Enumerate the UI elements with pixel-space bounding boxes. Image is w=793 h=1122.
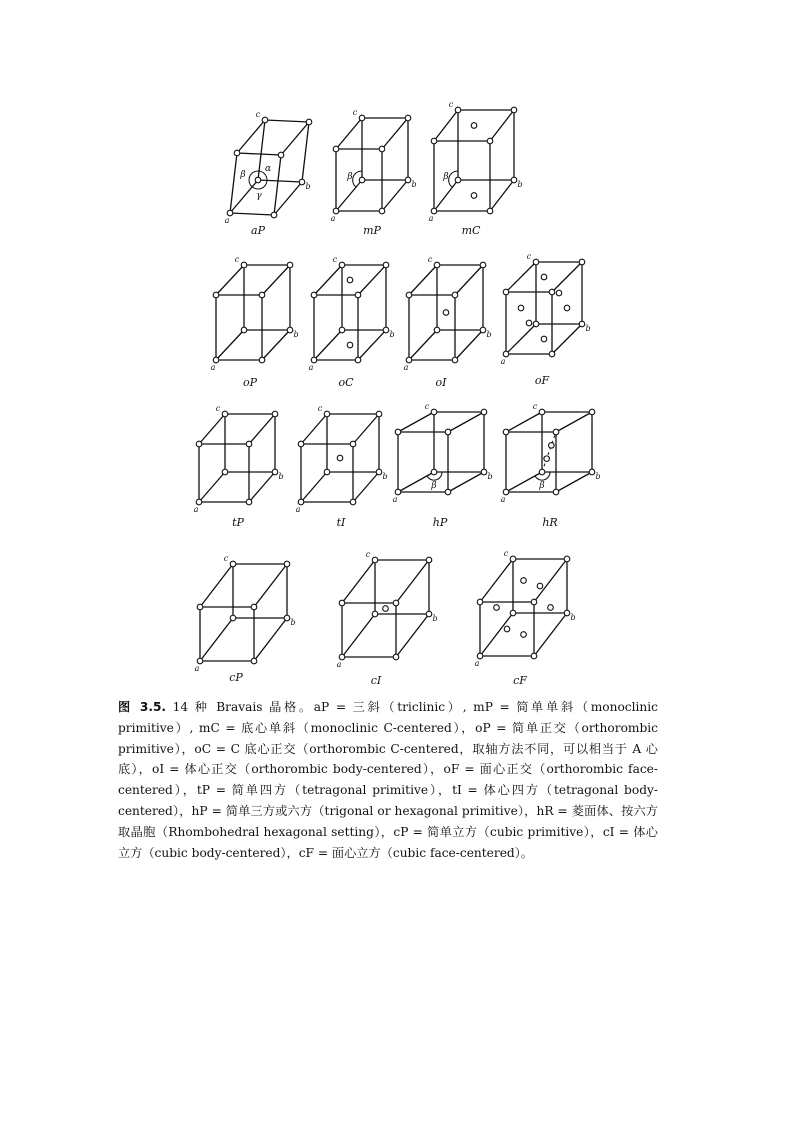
lattice-point [311, 292, 317, 298]
lattice-point [350, 441, 356, 447]
lattice-point [241, 327, 247, 333]
angle-label-beta: β [240, 170, 246, 180]
lattice-point [589, 469, 595, 475]
lattice-point [477, 599, 483, 605]
cell-edge [480, 559, 513, 602]
cell-edge [237, 153, 281, 155]
lattice-name-tP: tP [232, 516, 244, 529]
lattice-name-hR: hR [542, 516, 558, 529]
lattice-oC [309, 255, 395, 389]
angle-label-beta: β [539, 481, 545, 491]
axis-label-a: a [392, 495, 398, 504]
lattice-point [487, 138, 493, 144]
lattice-point [395, 429, 401, 435]
axis-label-c: c [503, 549, 509, 558]
lattice-name-oI: oI [435, 376, 447, 389]
axis-label-b: b [595, 472, 601, 481]
lattice-name-oP: oP [242, 376, 258, 389]
cell-edge [506, 412, 542, 432]
axis-label-a: a [428, 214, 434, 223]
cell-edge [249, 472, 275, 502]
figure-number: 图 3.5. [118, 700, 167, 714]
cell-edge [314, 330, 342, 360]
cell-edge [506, 324, 536, 354]
lattice-point [511, 107, 517, 113]
lattice-point [339, 262, 345, 268]
lattice-name-cF: cF [513, 674, 527, 687]
axis-label-a: a [308, 363, 314, 372]
cell-edge [434, 180, 458, 211]
angle-label-gamma: γ [256, 191, 262, 201]
cell-edge [552, 262, 582, 292]
cell-edge [455, 265, 483, 295]
lattice-point [533, 259, 539, 265]
lattice-mC [429, 100, 523, 237]
lattice-oI [404, 255, 492, 389]
cell-edge [556, 412, 592, 432]
lattice-name-hP: hP [432, 516, 448, 529]
cell-edge [455, 330, 483, 360]
axis-label-a: a [193, 505, 199, 514]
cell-edge [409, 330, 437, 360]
lattice-mP [331, 108, 417, 237]
axis-label-a: a [500, 357, 506, 366]
axis-label-c: c [352, 108, 358, 117]
lattice-point [395, 489, 401, 495]
angle-label-alpha: α [264, 164, 272, 174]
lattice-point [426, 611, 432, 617]
lattice-point [251, 658, 257, 664]
lattice-point [494, 605, 500, 611]
lattice-point [255, 177, 261, 183]
axis-label-c: c [448, 100, 454, 109]
cell-edge [199, 414, 225, 444]
axis-label-b: b [517, 180, 523, 189]
lattice-name-oC: oC [338, 376, 354, 389]
cell-edge [490, 110, 514, 141]
lattice-tI [296, 404, 388, 529]
axis-label-a: a [500, 495, 506, 504]
lattice-point [284, 615, 290, 621]
lattice-point [359, 177, 365, 183]
cell-edge [534, 559, 567, 602]
lattice-aP [225, 110, 312, 237]
lattice-point [431, 208, 437, 214]
axis-label-b: b [389, 330, 395, 339]
cell-edge [301, 472, 327, 502]
angle-label-beta: β [431, 481, 437, 491]
lattice-point [455, 177, 461, 183]
lattice-point [222, 469, 228, 475]
axis-label-c: c [234, 255, 240, 264]
cell-edge [448, 412, 484, 432]
lattice-point [548, 605, 554, 611]
lattice-point [549, 443, 555, 449]
lattice-name-oF: oF [534, 374, 550, 387]
cell-edge [398, 472, 437, 492]
lattice-point [471, 123, 477, 129]
lattice-point [337, 455, 343, 461]
lattice-point [306, 119, 312, 125]
lattice-point [287, 262, 293, 268]
lattice-point [539, 469, 545, 475]
lattice-point [541, 336, 547, 342]
axis-label-b: b [278, 472, 284, 481]
cell-edge [382, 118, 408, 149]
lattice-point [487, 208, 493, 214]
lattice-point [544, 456, 550, 462]
lattice-point [564, 610, 570, 616]
cell-edge [200, 564, 233, 607]
axis-label-a: a [210, 363, 216, 372]
cell-edge [534, 613, 567, 656]
lattice-point [372, 557, 378, 563]
lattice-point [406, 292, 412, 298]
lattice-point [533, 321, 539, 327]
lattice-point [259, 292, 265, 298]
axis-label-a: a [330, 214, 336, 223]
lattice-tP [194, 404, 284, 529]
lattice-name-tI: tI [336, 516, 346, 529]
cell-edge [490, 180, 514, 211]
lattice-hR [501, 402, 601, 529]
cell-edge [216, 330, 244, 360]
lattice-point [510, 610, 516, 616]
cell-edge [254, 618, 287, 661]
axis-label-a: a [194, 664, 200, 673]
axis-label-c: c [255, 110, 261, 119]
lattice-point [197, 658, 203, 664]
cell-edge [342, 560, 375, 603]
lattice-point [333, 146, 339, 152]
lattice-point [359, 115, 365, 121]
lattice-point [452, 292, 458, 298]
lattice-point [339, 600, 345, 606]
lattice-point [213, 357, 219, 363]
cell-edge [302, 122, 309, 182]
lattice-point [379, 208, 385, 214]
lattice-point [481, 409, 487, 415]
axis-label-b: b [305, 182, 311, 191]
cell-edge [336, 180, 362, 211]
cell-edge [258, 180, 302, 182]
cell-edge [448, 472, 484, 492]
lattice-point [393, 600, 399, 606]
axis-label-a: a [295, 505, 301, 514]
figure-caption [118, 697, 658, 863]
lattice-point [311, 357, 317, 363]
lattice-point [445, 489, 451, 495]
lattice-point [553, 429, 559, 435]
axis-label-b: b [382, 472, 388, 481]
lattice-point [531, 599, 537, 605]
axis-label-a: a [474, 659, 480, 668]
cell-edge [262, 330, 290, 360]
cell-edge [342, 614, 375, 657]
lattice-point [376, 411, 382, 417]
lattice-point [434, 327, 440, 333]
lattice-point [504, 626, 510, 632]
lattice-point [434, 262, 440, 268]
lattice-point [222, 411, 228, 417]
lattice-point [521, 632, 527, 638]
lattice-point [579, 259, 585, 265]
lattice-name-cP: cP [229, 671, 243, 684]
lattice-point [230, 615, 236, 621]
lattice-point [579, 321, 585, 327]
lattice-name-mC: mC [461, 224, 481, 237]
lattice-point [443, 310, 449, 316]
lattice-point [383, 262, 389, 268]
lattice-point [480, 327, 486, 333]
lattice-point [197, 604, 203, 610]
cell-edge [200, 618, 233, 661]
lattice-point [431, 409, 437, 415]
lattice-point [196, 499, 202, 505]
lattice-point [445, 429, 451, 435]
lattice-point [350, 499, 356, 505]
axis-label-c: c [424, 402, 430, 411]
cell-edge [506, 472, 545, 492]
axis-label-a: a [224, 216, 230, 225]
lattice-point [426, 557, 432, 563]
axis-label-c: c [317, 404, 323, 413]
lattice-point [431, 469, 437, 475]
lattice-point [537, 583, 543, 589]
lattice-point [196, 441, 202, 447]
cell-edge [249, 414, 275, 444]
lattice-point [455, 107, 461, 113]
lattice-point [564, 305, 570, 311]
cell-edge [480, 613, 513, 656]
lattice-cP [195, 554, 296, 684]
lattice-point [213, 292, 219, 298]
lattice-point [477, 653, 483, 659]
lattice-point [262, 117, 268, 123]
lattice-point [503, 429, 509, 435]
lattice-point [526, 320, 532, 326]
lattice-point [272, 411, 278, 417]
lattice-point [271, 212, 277, 218]
lattice-point [471, 193, 477, 199]
cell-edge [382, 180, 408, 211]
lattice-point [556, 290, 562, 296]
lattice-point [481, 469, 487, 475]
lattice-point [234, 150, 240, 156]
lattice-point [259, 357, 265, 363]
body-diagonal [542, 432, 556, 472]
lattice-oF [501, 252, 591, 387]
lattice-point [372, 611, 378, 617]
lattice-hP [393, 402, 493, 529]
cell-edge [274, 182, 302, 215]
lattice-point [379, 146, 385, 152]
angle-label-beta: β [443, 172, 449, 182]
lattice-point [431, 138, 437, 144]
cell-edge [409, 265, 437, 295]
axis-label-c: c [526, 252, 532, 261]
axis-label-b: b [411, 180, 417, 189]
cell-edge [199, 472, 225, 502]
lattice-point [549, 289, 555, 295]
axis-label-c: c [223, 554, 229, 563]
lattice-cF [475, 549, 576, 687]
lattice-point [503, 289, 509, 295]
cell-edge [353, 472, 379, 502]
lattice-point [272, 469, 278, 475]
axis-label-c: c [532, 402, 538, 411]
lattice-point [299, 179, 305, 185]
cell-edge [358, 330, 386, 360]
cell-edge [281, 122, 309, 155]
cell-edge [353, 414, 379, 444]
lattice-point [480, 262, 486, 268]
lattice-cI [337, 550, 438, 687]
lattice-point [241, 262, 247, 268]
lattice-point [246, 499, 252, 505]
lattice-point [503, 489, 509, 495]
lattice-point [230, 561, 236, 567]
lattice-point [541, 274, 547, 280]
lattice-point [355, 292, 361, 298]
lattice-point [333, 208, 339, 214]
lattice-point [339, 654, 345, 660]
cell-edge [230, 153, 237, 213]
lattice-point [324, 469, 330, 475]
axis-label-b: b [487, 472, 493, 481]
lattice-point [405, 177, 411, 183]
lattice-point [298, 441, 304, 447]
caption-text: 14 种 Bravais 晶格。aP = 三斜（triclinic）, mP = 简单单斜（monoclinic primitive）, mC = 底心单斜（monoclinic C-centered），oP = 简单正交（orthorombic primitive），oC = C 底心正交（orthorombic C-centered，取轴方法不同，可以相当于 A 心底），oI = 体心正交（orthorombic body-centered），oF = 面心正交（orthorombic face-centered），tP = 简单四方（tetragonal primitive），tI = 体心四方（tetragonal body-centered），hP = 简单三方或六方（trigonal or hexagonal primitive），hR = 菱面体、按六方取晶胞（Rhombohedral hexagonal setting），cP = 简单立方（cubic primitive），cI = 体心立方（cubic body-centered），cF = 面心立方（cubic face-centered）。 [118, 700, 658, 860]
cell-edge [262, 265, 290, 295]
lattice-point [521, 578, 527, 584]
lattice-point [287, 327, 293, 333]
lattice-point [549, 351, 555, 357]
cell-edge [358, 265, 386, 295]
lattice-point [251, 604, 257, 610]
lattice-name-cI: cI [370, 674, 382, 687]
lattice-point [452, 357, 458, 363]
lattice-point [405, 115, 411, 121]
lattice-point [324, 411, 330, 417]
lattice-point [393, 654, 399, 660]
lattice-point [589, 409, 595, 415]
axis-label-b: b [585, 324, 591, 333]
lattice-point [383, 606, 389, 612]
lattice-point [339, 327, 345, 333]
angle-label-beta: β [347, 172, 353, 182]
axis-label-a: a [403, 363, 409, 372]
cell-edge [314, 265, 342, 295]
axis-label-c: c [215, 404, 221, 413]
axis-label-c: c [365, 550, 371, 559]
lattice-point [246, 441, 252, 447]
cell-edge [254, 564, 287, 607]
cell-edge [230, 213, 274, 215]
cell-edge [336, 118, 362, 149]
axis-label-c: c [332, 255, 338, 264]
lattice-point [531, 653, 537, 659]
lattice-point [298, 499, 304, 505]
cell-edge [396, 614, 429, 657]
cell-edge [434, 110, 458, 141]
lattice-point [406, 357, 412, 363]
lattice-point [376, 469, 382, 475]
axis-label-b: b [570, 613, 576, 622]
lattice-point [539, 409, 545, 415]
lattice-point [503, 351, 509, 357]
lattice-point [383, 327, 389, 333]
lattice-point [553, 489, 559, 495]
lattice-point [564, 556, 570, 562]
axis-label-b: b [290, 618, 296, 627]
cell-edge [274, 155, 281, 215]
lattice-point [347, 342, 353, 348]
cell-edge [396, 560, 429, 603]
axis-label-b: b [486, 330, 492, 339]
lattice-name-mP: mP [363, 224, 381, 237]
cell-edge [506, 262, 536, 292]
lattice-point [347, 277, 353, 283]
lattice-point [518, 305, 524, 311]
cell-edge [230, 180, 258, 213]
axis-label-b: b [293, 330, 299, 339]
cell-edge [216, 265, 244, 295]
lattice-point [510, 556, 516, 562]
lattice-point [278, 152, 284, 158]
lattice-oP [211, 255, 299, 389]
cell-edge [556, 472, 592, 492]
lattice-point [284, 561, 290, 567]
lattice-point [511, 177, 517, 183]
lattice-point [355, 357, 361, 363]
cell-edge [398, 412, 434, 432]
cell-edge [265, 120, 309, 122]
cell-edge [301, 414, 327, 444]
lattice-name-aP: aP [251, 224, 265, 237]
cell-edge [552, 324, 582, 354]
lattice-point [227, 210, 233, 216]
axis-label-c: c [427, 255, 433, 264]
axis-label-b: b [432, 614, 438, 623]
axis-label-a: a [336, 660, 342, 669]
cell-edge [237, 120, 265, 153]
